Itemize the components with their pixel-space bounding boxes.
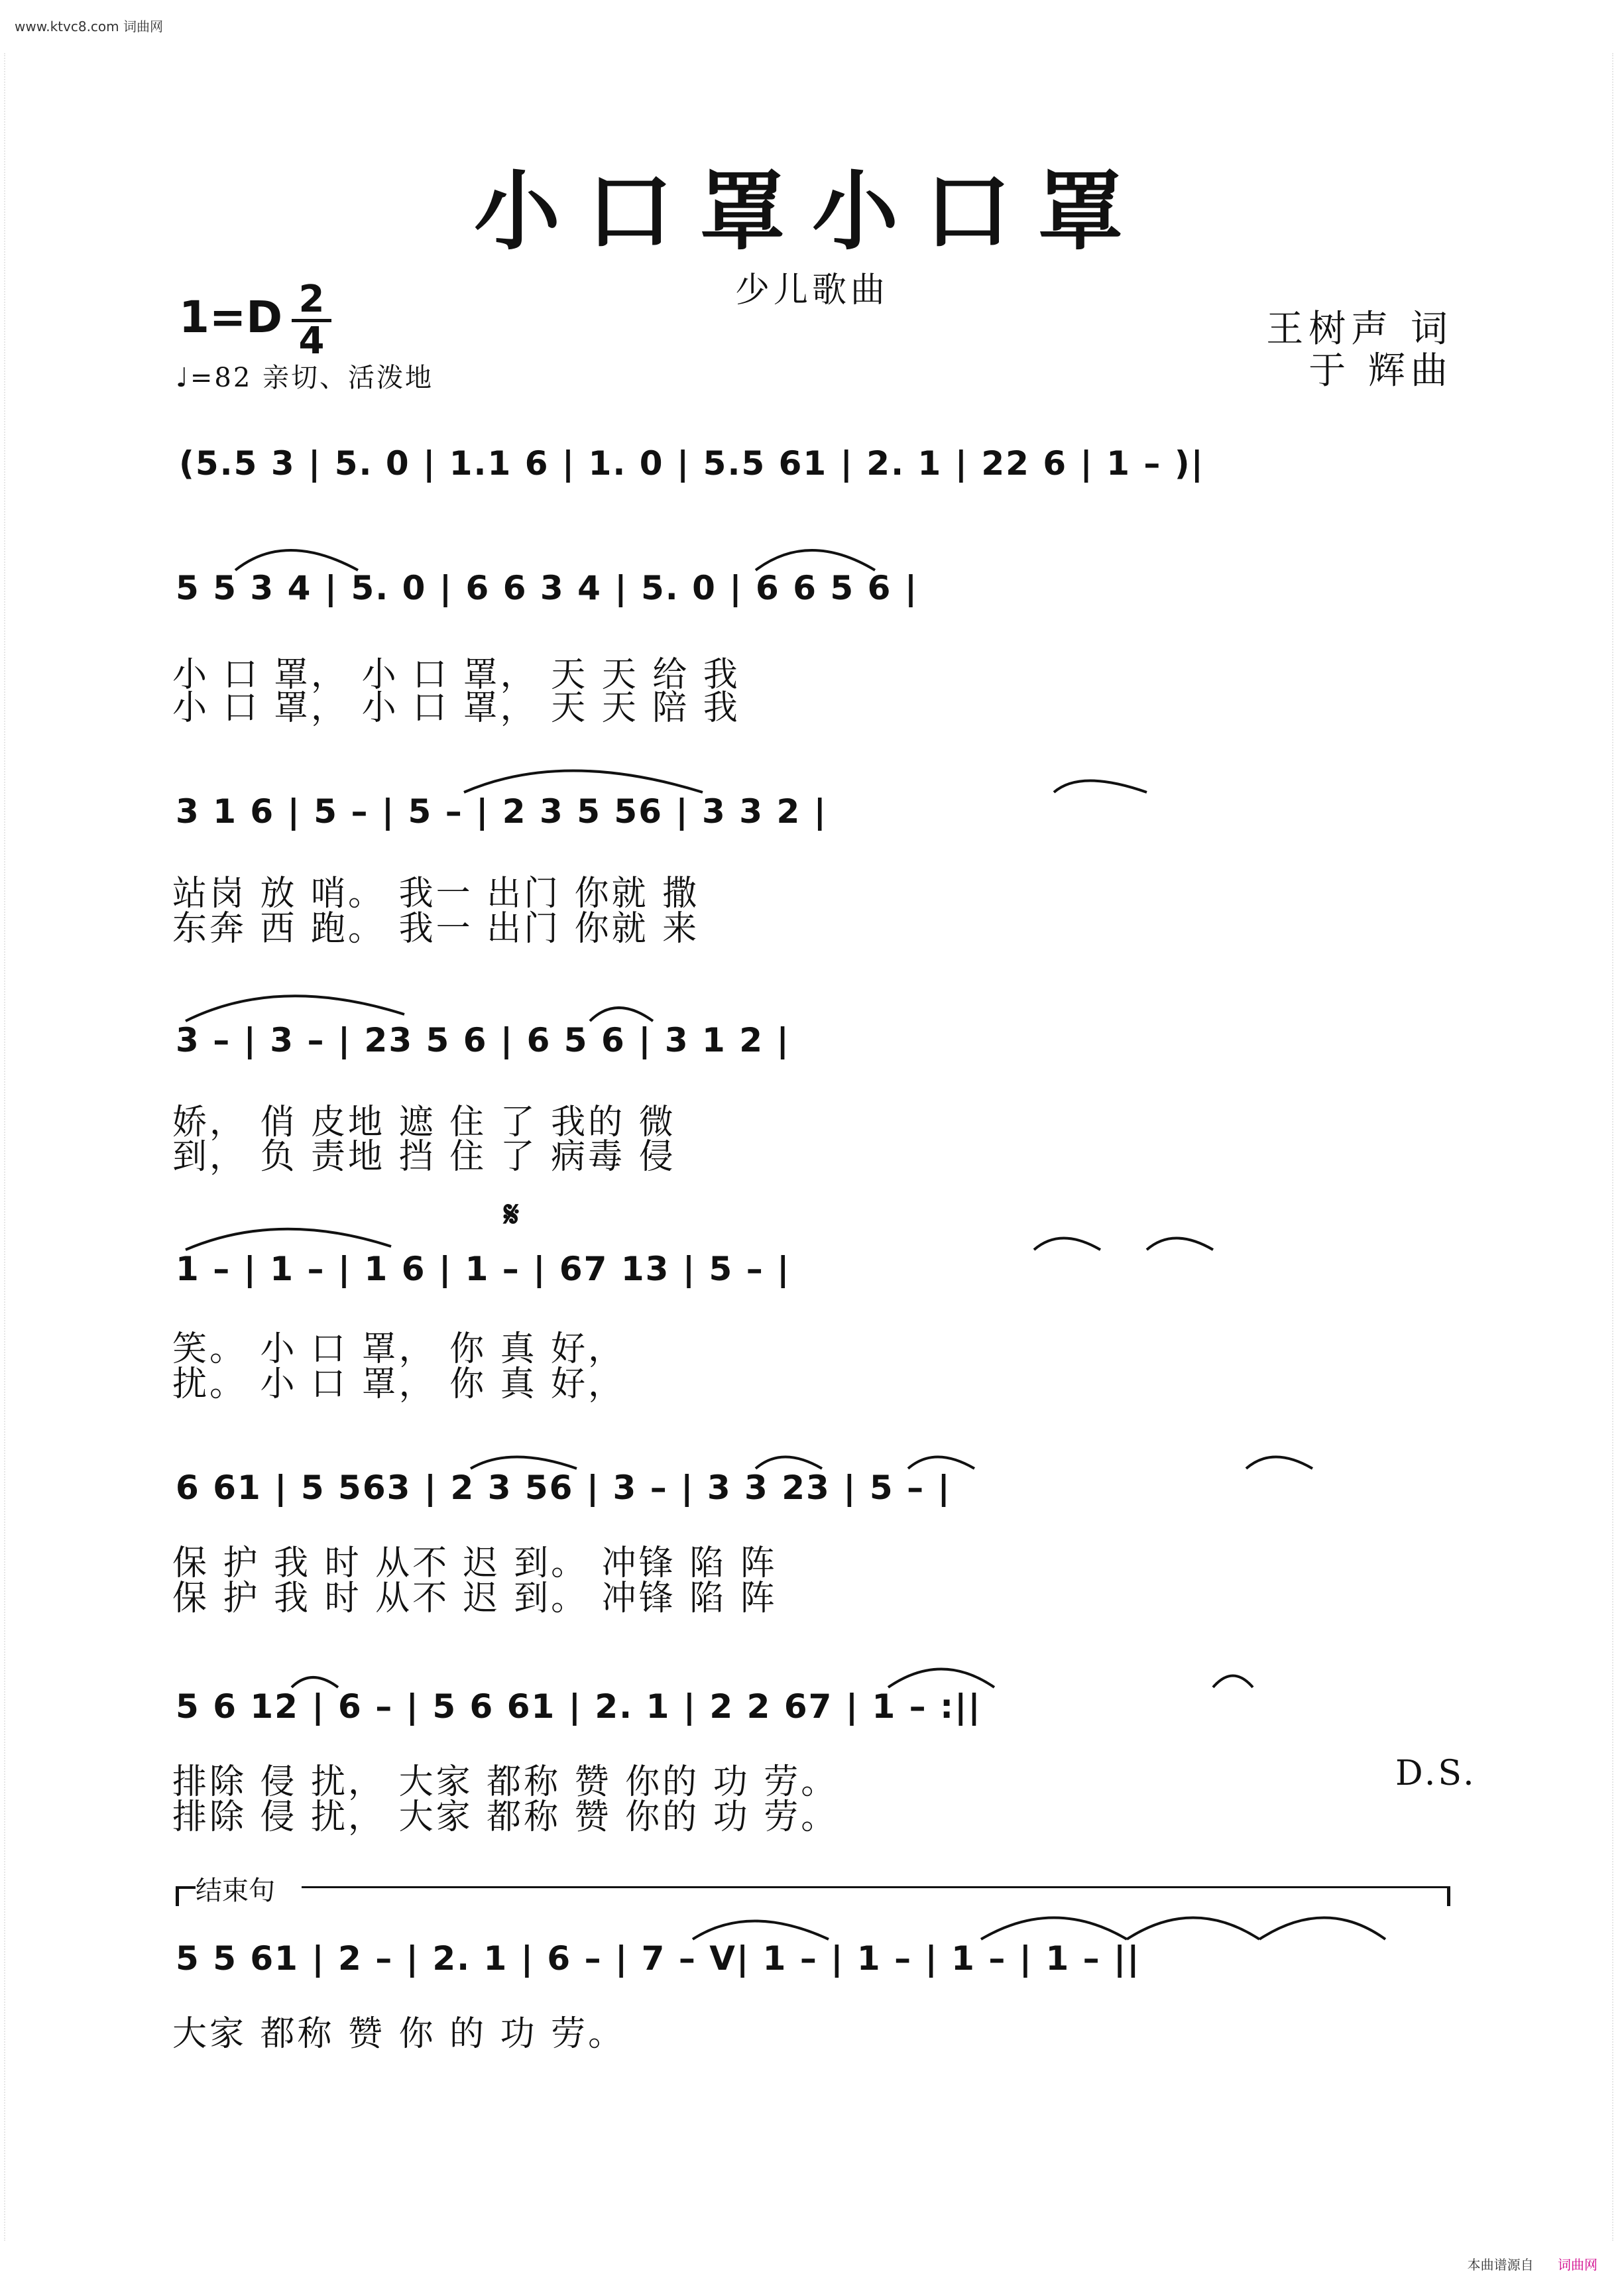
- row-6-notes: 6 61 | 5 563 | 2 3 56 | 3 – | 3 3 23 | 5 – |: [176, 1469, 951, 1507]
- footer-brand-link[interactable]: 词曲网: [1558, 2257, 1597, 2273]
- song-title: 小口罩小口罩: [473, 160, 1150, 262]
- row-4-lyrics-verse-1: 娇， 俏 皮地 遮 住 了 我的 微: [172, 1103, 676, 1142]
- coda-lyrics: 大家 都称 赞 你 的 功 劳。: [172, 2014, 626, 2054]
- time-signature-bottom: 4: [298, 320, 325, 363]
- footer-source-text: 本曲谱源自: [1467, 2257, 1534, 2273]
- slur-arc: [235, 550, 358, 570]
- row-3-lyrics-verse-1: 站岗 放 哨。 我一 出门 你就 撒: [172, 874, 700, 914]
- row-7-lyrics-verse-1: 排除 侵 扰， 大家 都称 赞 你的 功 劳。: [172, 1762, 839, 1802]
- slur-arc: [1054, 781, 1147, 793]
- site-url[interactable]: www.ktvc8.com 词曲网: [15, 19, 164, 34]
- key-signature: 1=D: [179, 292, 283, 343]
- slur-arc: [756, 1457, 822, 1469]
- row-2-lyrics-verse-2: 小 口 罩， 小 口 罩， 天 天 陪 我: [172, 688, 740, 728]
- slur-arc: [590, 1008, 653, 1021]
- row-5-notes: 1 – | 1 – | 1 6 | 1 – | 67 13 | 5 – |: [176, 1250, 791, 1288]
- row-6-lyrics-verse-1: 保 护 我 时 从不 迟 到。 冲锋 陷 阵: [172, 1543, 778, 1583]
- row-7-notes: 5 6 12 | 6 – | 5 6 61 | 2. 1 | 2 2 67 | 1 – :||: [176, 1687, 982, 1726]
- tempo-marking: ♩=82 亲切、活泼地: [176, 363, 434, 393]
- dal-segno-mark: D.S.: [1395, 1754, 1477, 1793]
- slur-arc: [1147, 1238, 1213, 1250]
- slur-arc: [1213, 1676, 1253, 1688]
- footer-source: [1468, 2254, 1597, 2273]
- coda-notes: 5 5 61 | 2 – | 2. 1 | 6 – | 7 – V| 1 – | 1 – | 1 – | 1 – ||: [176, 1939, 1141, 1978]
- slur-arc: [464, 771, 703, 793]
- coda-label: 结束句: [196, 1876, 275, 1906]
- row-6-lyrics-verse-2: 保 护 我 时 从不 迟 到。 冲锋 陷 阵: [172, 1579, 778, 1618]
- row-3-lyrics-verse-2: 东奔 西 跑。 我一 出门 你就 来: [172, 909, 700, 949]
- segno-sign: 𝄋: [504, 1193, 520, 1235]
- slur-arc: [1259, 1918, 1385, 1940]
- composer-credit: 于 辉曲: [1308, 349, 1453, 392]
- slur-arc: [186, 1229, 391, 1250]
- slur-arc: [908, 1457, 974, 1469]
- slur-arc: [471, 1457, 577, 1469]
- row-2-notes: 5 5 3 4 | 5. 0 | 6 6 3 4 | 5. 0 | 6 6 5 6 |: [176, 569, 919, 607]
- row-4-notes: 3 – | 3 – | 23 5 6 | 6 5 6 | 3 1 2 |: [176, 1021, 790, 1059]
- slur-arc: [1034, 1238, 1100, 1250]
- slur-arc: [693, 1921, 829, 1940]
- slur-arc: [292, 1677, 338, 1687]
- intro-notes: (5.5 3 | 5. 0 | 1.1 6 | 1. 0 | 5.5 61 | 2. 1 | 22 6 | 1 – )|: [179, 444, 1204, 483]
- row-4-lyrics-verse-2: 到， 负 责地 挡 住 了 病毒 侵: [172, 1137, 676, 1177]
- song-subtitle: 少儿歌曲: [734, 270, 889, 310]
- slur-arc: [888, 1669, 994, 1688]
- slur-arc: [981, 1918, 1127, 1940]
- row-5-lyrics-verse-1: 笑。 小 口 罩， 你 真 好，: [172, 1329, 626, 1369]
- row-5-lyrics-verse-2: 扰。 小 口 罩， 你 真 好，: [172, 1364, 626, 1404]
- row-7-lyrics-verse-2: 排除 侵 扰， 大家 都称 赞 你的 功 劳。: [172, 1797, 839, 1837]
- row-2-lyrics-verse-1: 小 口 罩， 小 口 罩， 天 天 给 我: [172, 655, 740, 695]
- slur-arc: [1127, 1918, 1259, 1940]
- lyricist-credit: 王树声 词: [1266, 308, 1453, 351]
- slur-arc: [186, 996, 404, 1021]
- time-signature-top: 2: [298, 278, 325, 321]
- slur-arc: [756, 550, 875, 570]
- slur-arc: [1246, 1457, 1312, 1469]
- row-3-notes: 3 1 6 | 5 – | 5 – | 2 3 5 56 | 3 3 2 |: [176, 792, 827, 831]
